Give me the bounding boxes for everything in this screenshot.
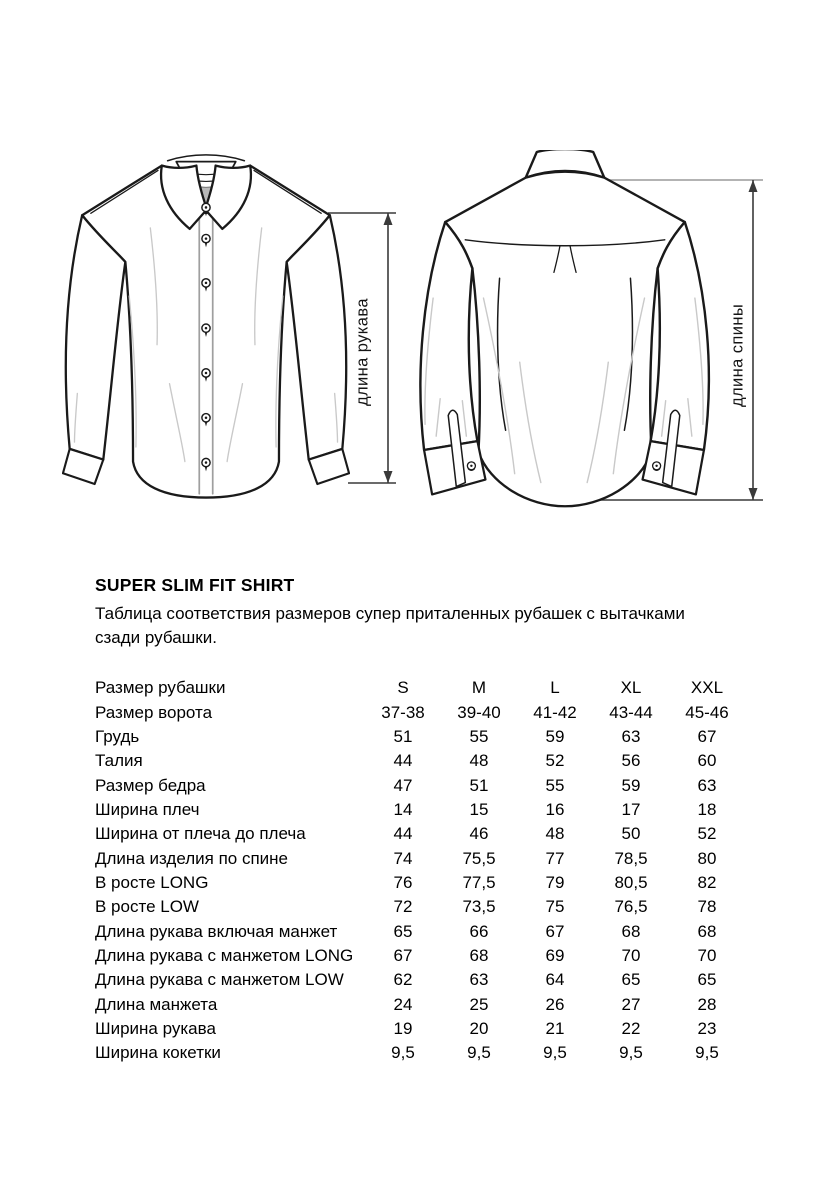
row-label: В росте LONG [95,872,209,892]
row-value: 37-38 [381,702,425,722]
row-value: 75,5 [462,848,496,868]
row-label: Ширина плеч [95,799,200,819]
row-value: 48 [469,751,489,771]
row-value: 78,5 [614,848,648,868]
table-row [95,749,745,773]
row-value: 22 [621,1018,641,1038]
row-value: 72 [393,897,413,917]
row-value: 17 [621,799,641,819]
table-row [95,846,745,870]
row-value: 76,5 [614,897,648,917]
row-value: 44 [393,751,413,771]
row-value: 70 [621,945,641,965]
row-value: XXL [690,678,724,698]
table-row [95,773,745,797]
table-row [95,968,745,992]
row-value: 39-40 [457,702,501,722]
row-value: 55 [469,726,489,746]
row-label: Размер ворота [95,702,213,722]
row-value: 63 [621,726,641,746]
row-value: 27 [621,994,641,1014]
row-value: 52 [545,751,565,771]
row-label: Ширина кокетки [95,1043,221,1063]
row-value: 82 [697,872,717,892]
row-value: 23 [697,1018,717,1038]
row-label: В росте LOW [95,897,199,917]
row-value: 67 [545,921,565,941]
row-label: Длина рукава с манжетом LOW [95,970,344,990]
row-value: 66 [469,921,489,941]
table-row [95,1041,745,1065]
table-row [95,700,745,724]
row-value: L [550,678,560,698]
row-value: 52 [697,824,717,844]
row-value: 64 [545,970,565,990]
row-value: 48 [545,824,565,844]
row-value: 51 [469,775,489,795]
row-label: Длина рукава включая манжет [95,921,338,941]
row-value: 62 [393,970,413,990]
row-value: 80,5 [614,872,648,892]
row-value: 21 [545,1018,565,1038]
table-row [95,871,745,895]
back-length-label: длина спины [728,303,747,407]
row-value: 69 [545,945,565,965]
row-label: Талия [95,751,143,771]
row-value: 75 [545,897,565,917]
row-value: 68 [697,921,717,941]
row-value: 24 [393,994,413,1014]
row-label: Длина изделия по спине [95,848,288,868]
row-value: M [471,678,487,698]
row-value: 18 [697,799,717,819]
table-row [95,944,745,968]
row-value: 67 [393,945,413,965]
table-row [95,1017,745,1041]
row-value: 63 [697,775,717,795]
size-table [95,676,745,1066]
row-value: 26 [545,994,565,1014]
row-value: 9,5 [619,1043,643,1063]
row-value: 45-46 [685,702,729,722]
row-label: Размер бедра [95,775,206,795]
page-title: SUPER SLIM FIT SHIRT [95,575,295,595]
row-value: 19 [393,1018,413,1038]
shirt-front-drawing [62,150,350,520]
row-value: 9,5 [543,1043,567,1063]
table-row [95,919,745,943]
row-value: 28 [697,994,717,1014]
row-value: 46 [469,824,489,844]
row-value: 56 [621,751,641,771]
row-value: 65 [697,970,717,990]
row-label: Размер рубашки [95,678,226,698]
shirt-back-drawing [413,150,715,525]
table-row [95,822,745,846]
row-value: 67 [697,726,717,746]
row-value: 70 [697,945,717,965]
row-value: 15 [469,799,489,819]
row-value: 43-44 [609,702,653,722]
row-value: 59 [621,775,641,795]
row-label: Длина манжета [95,994,218,1014]
page-description [95,602,755,651]
sleeve-length-label: длина рукава [353,298,372,406]
row-value: 44 [393,824,413,844]
row-value: 65 [621,970,641,990]
row-value: S [397,678,409,698]
row-value: 79 [545,872,565,892]
table-row [95,895,745,919]
row-value: 47 [393,775,413,795]
row-label: Длина рукава с манжетом LONG [95,945,354,965]
row-value: 9,5 [695,1043,719,1063]
row-value: 65 [393,921,413,941]
row-value: 9,5 [467,1043,491,1063]
row-value: 16 [545,799,565,819]
size-table-body [95,676,745,1066]
row-value: 25 [469,994,489,1014]
row-value: 9,5 [391,1043,415,1063]
row-value: 68 [621,921,641,941]
table-row [95,798,745,822]
page-description-line2: сзади рубашки. [95,628,217,648]
row-value: XL [620,678,642,698]
table-row [95,992,745,1016]
row-value: 59 [545,726,565,746]
row-value: 77,5 [462,872,496,892]
row-value: 55 [545,775,565,795]
row-value: 78 [697,897,717,917]
row-label: Ширина рукава [95,1018,216,1038]
row-value: 80 [697,848,717,868]
row-label: Ширина от плеча до плеча [95,824,306,844]
row-value: 51 [393,726,413,746]
row-label: Грудь [95,726,140,746]
row-value: 50 [621,824,641,844]
row-value: 77 [545,848,565,868]
table-row [95,725,745,749]
row-value: 14 [393,799,413,819]
row-value: 68 [469,945,489,965]
row-value: 20 [469,1018,489,1038]
row-value: 41-42 [533,702,577,722]
page-description-line1: Таблица соответствия размеров супер приталенных рубашек с вытачками [95,604,685,623]
row-value: 74 [393,848,413,868]
row-value: 76 [393,872,413,892]
row-value: 73,5 [462,897,496,917]
row-value: 63 [469,970,489,990]
table-row [95,676,745,700]
row-value: 60 [697,751,717,771]
